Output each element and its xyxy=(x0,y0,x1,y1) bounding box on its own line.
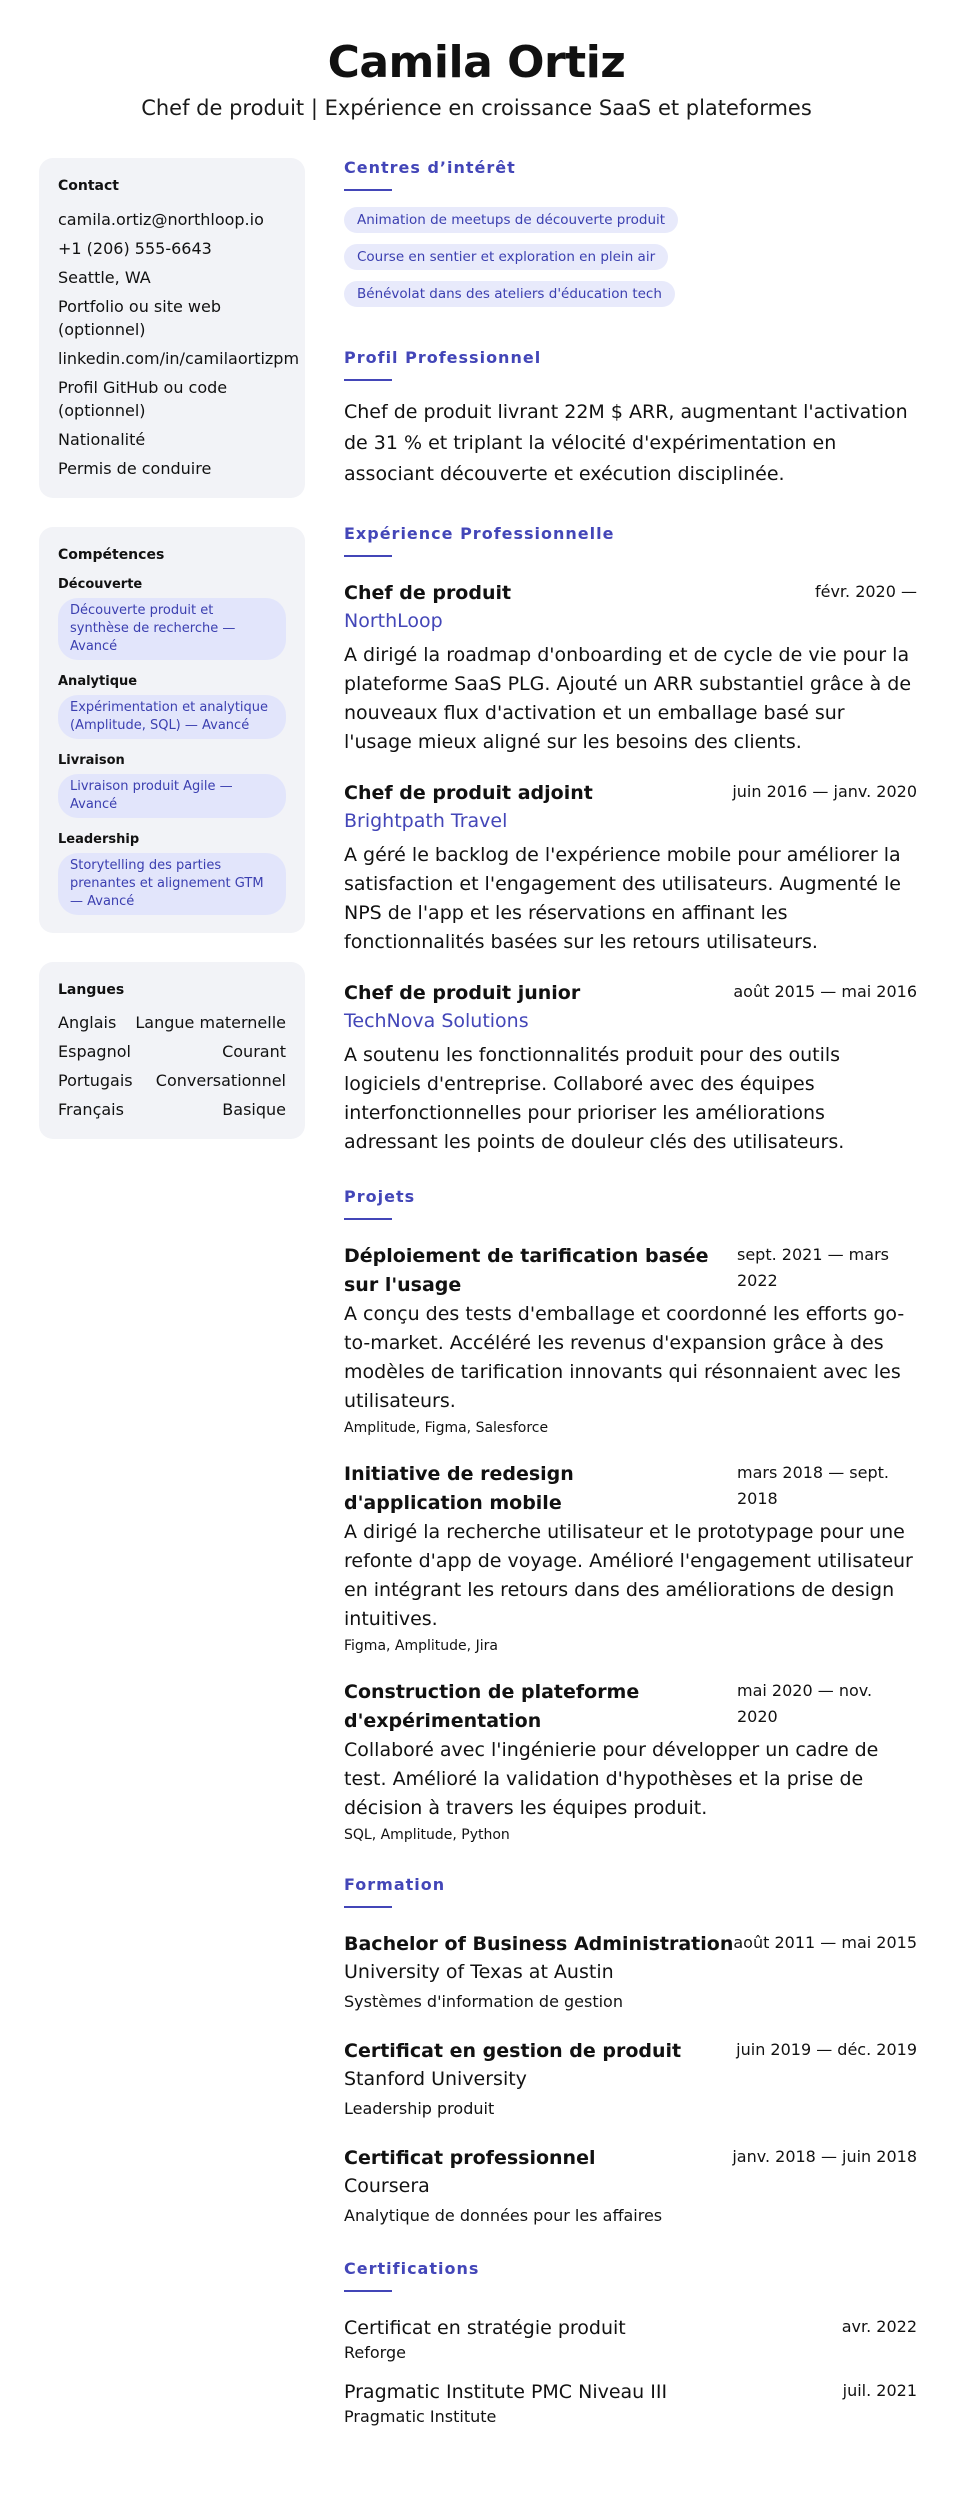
interest-pill: Course en sentier et exploration en plein air xyxy=(344,244,668,270)
project-tech: Amplitude, Figma, Salesforce xyxy=(344,1420,549,1436)
project-item xyxy=(344,1242,917,1438)
project-title: Construction de plateforme d'expérimentation xyxy=(344,1681,640,1732)
field-of-study: Systèmes d'information de gestion xyxy=(344,1992,623,2011)
education-item xyxy=(344,2037,917,2122)
skill-group xyxy=(58,674,286,739)
contact-phone: +1 (206) 555-6643 xyxy=(58,239,212,258)
degree-title: Bachelor of Business Administration xyxy=(344,1933,734,1955)
skill-category: Découverte xyxy=(58,577,143,592)
section-title: Profil Professionnel xyxy=(344,348,542,367)
section-divider xyxy=(344,2290,392,2292)
skill-category: Leadership xyxy=(58,832,140,847)
candidate-name: Camila Ortiz xyxy=(327,37,626,88)
project-dates: mars 2018 — sept. 2018 xyxy=(737,1463,889,1508)
skill-pill: Storytelling des parties prenantes et alignement GTM — Avancé xyxy=(58,853,286,915)
section-title: Expérience Professionnelle xyxy=(344,524,615,543)
job-dates: juin 2016 — janv. 2020 xyxy=(732,782,917,801)
skill-pill: Expérimentation et analytique (Amplitude, SQL) — Avancé xyxy=(58,695,286,739)
certification-date: juil. 2021 xyxy=(842,2381,917,2400)
experience-item xyxy=(344,979,917,1157)
contact-portfolio: Portfolio ou site web (optionnel) xyxy=(58,297,221,339)
interest-pill: Bénévolat dans des ateliers d'éducation tech xyxy=(344,281,675,307)
section-divider xyxy=(344,189,392,191)
projects-section xyxy=(344,1187,917,1845)
language-row xyxy=(58,1041,286,1063)
job-dates: août 2015 — mai 2016 xyxy=(733,982,917,1001)
languages-title: Langues xyxy=(58,982,125,998)
section-title: Projets xyxy=(344,1187,416,1206)
education-dates: août 2011 — mai 2015 xyxy=(733,1933,917,1952)
interests-section xyxy=(344,158,917,318)
certification-name: Pragmatic Institute PMC Niveau III xyxy=(344,2381,668,2403)
field-of-study: Analytique de données pour les affaires xyxy=(344,2206,663,2225)
contact-nationality: Nationalité xyxy=(58,430,146,449)
education-item xyxy=(344,2144,917,2229)
languages-card xyxy=(39,962,305,1139)
language-level: Conversationnel xyxy=(155,1071,286,1090)
certification-item xyxy=(344,2378,917,2428)
experience-item xyxy=(344,579,917,757)
language-name: Espagnol xyxy=(58,1042,131,1061)
job-title: Chef de produit xyxy=(344,582,512,604)
project-dates: mai 2020 — nov. 2020 xyxy=(737,1681,873,1726)
language-level: Basique xyxy=(222,1100,286,1119)
interest-pill: Animation de meetups de découverte produit xyxy=(344,207,678,233)
job-dates: févr. 2020 — xyxy=(814,582,917,601)
skills-card xyxy=(39,527,305,933)
job-description: A géré le backlog de l'expérience mobile pour améliorer la satisfaction et l'engagement des utilisateurs. Augmenté le NPS de l'app et les réservations en affinant les fonctionnalités basées sur les retours utilisateurs. xyxy=(344,844,901,953)
contact-email: camila.ortiz@northloop.io xyxy=(58,210,264,229)
contact-license: Permis de conduire xyxy=(58,459,212,478)
project-title: Déploiement de tarification basée sur l'usage xyxy=(344,1245,709,1296)
skills-title: Compétences xyxy=(58,547,165,563)
skill-category: Analytique xyxy=(58,674,138,689)
language-row xyxy=(58,1012,286,1034)
section-title: Formation xyxy=(344,1875,446,1894)
certification-item xyxy=(344,2314,917,2364)
education-dates: janv. 2018 — juin 2018 xyxy=(732,2147,917,2166)
language-level: Courant xyxy=(222,1042,286,1061)
company-name: TechNova Solutions xyxy=(344,1010,529,1032)
section-divider xyxy=(344,555,392,557)
language-name: Français xyxy=(58,1100,124,1119)
section-divider xyxy=(344,1218,392,1220)
education-item xyxy=(344,1930,917,2015)
job-title: Chef de produit adjoint xyxy=(344,782,593,804)
project-description: A dirigé la recherche utilisateur et le prototypage pour une refonte d'app de voyage. Amélioré l'engagement utilisateur en intégrant les retours dans des améliorations de design intuitives. xyxy=(344,1521,913,1630)
certifications-section xyxy=(344,2259,917,2428)
project-tech: Figma, Amplitude, Jira xyxy=(344,1638,498,1654)
project-tech: SQL, Amplitude, Python xyxy=(344,1827,510,1843)
contact-card xyxy=(39,158,305,498)
field-of-study: Leadership produit xyxy=(344,2099,495,2118)
company-name: NorthLoop xyxy=(344,610,443,632)
degree-title: Certificat en gestion de produit xyxy=(344,2040,682,2062)
contact-linkedin: linkedin.com/in/camilaortizpm xyxy=(58,349,300,368)
contact-github: Profil GitHub ou code (optionnel) xyxy=(58,378,228,420)
sidebar xyxy=(39,158,305,1168)
skill-group xyxy=(58,753,286,818)
project-description: A conçu des tests d'emballage et coordonné les efforts go-to-market. Accéléré les revenus d'expansion grâce à des modèles de tarification innovants qui résonnaient avec les utilisateurs. xyxy=(344,1303,905,1412)
project-dates: sept. 2021 — mars 2022 xyxy=(737,1245,889,1290)
project-title: Initiative de redesign d'application mobile xyxy=(344,1463,574,1514)
project-item xyxy=(344,1678,917,1845)
experience-section xyxy=(344,524,917,1157)
language-row xyxy=(58,1099,286,1121)
skill-category: Livraison xyxy=(58,753,125,768)
section-title: Centres d’intérêt xyxy=(344,158,516,177)
company-name: Brightpath Travel xyxy=(344,810,508,832)
education-section xyxy=(344,1875,917,2229)
certification-issuer: Reforge xyxy=(344,2343,406,2362)
skill-group xyxy=(58,577,286,660)
language-level: Langue maternelle xyxy=(135,1013,286,1032)
profile-section xyxy=(344,348,917,490)
resume-header xyxy=(0,0,953,130)
skill-pill: Livraison produit Agile — Avancé xyxy=(58,774,286,818)
profile-summary: Chef de produit livrant 22M $ ARR, augmentant l'activation de 31 % et triplant la vélocité d'expérimentation en associant découverte et exécution disciplinée. xyxy=(344,401,908,485)
skill-pill: Découverte produit et synthèse de recherche — Avancé xyxy=(58,598,286,660)
certification-name: Certificat en stratégie produit xyxy=(344,2317,626,2339)
contact-title: Contact xyxy=(58,178,119,194)
project-item xyxy=(344,1460,917,1656)
job-title: Chef de produit junior xyxy=(344,982,581,1004)
job-description: A dirigé la roadmap d'onboarding et de cycle de vie pour la plateforme SaaS PLG. Ajouté un ARR substantiel grâce à de nouveaux flux d'activation et un emballage basé sur l'usage mieux aligné sur les besoins des clients. xyxy=(344,644,912,753)
language-row xyxy=(58,1070,286,1092)
contact-location: Seattle, WA xyxy=(58,268,151,287)
job-description: A soutenu les fonctionnalités produit pour des outils logiciels d'entreprise. Collaboré avec des équipes interfonctionnelles pour prioriser les améliorations adressant les points de douleur clés des utilisateurs. xyxy=(344,1044,845,1153)
language-name: Portugais xyxy=(58,1071,133,1090)
candidate-headline: Chef de produit | Expérience en croissance SaaS et plateformes xyxy=(141,96,812,120)
school-name: Stanford University xyxy=(344,2068,527,2090)
section-divider xyxy=(344,379,392,381)
experience-item xyxy=(344,779,917,957)
degree-title: Certificat professionnel xyxy=(344,2147,596,2169)
project-description: Collaboré avec l'ingénierie pour développer un cadre de test. Amélioré la validation d'hypothèses et la prise de décision à travers les équipes produit. xyxy=(344,1739,879,1819)
section-divider xyxy=(344,1906,392,1908)
education-dates: juin 2019 — déc. 2019 xyxy=(736,2040,917,2059)
main-content xyxy=(344,158,917,2462)
skill-group xyxy=(58,832,286,915)
section-title: Certifications xyxy=(344,2259,480,2278)
school-name: University of Texas at Austin xyxy=(344,1961,614,1983)
certification-issuer: Pragmatic Institute xyxy=(344,2407,497,2426)
school-name: Coursera xyxy=(344,2175,430,2197)
language-name: Anglais xyxy=(58,1013,117,1032)
certification-date: avr. 2022 xyxy=(841,2317,917,2336)
